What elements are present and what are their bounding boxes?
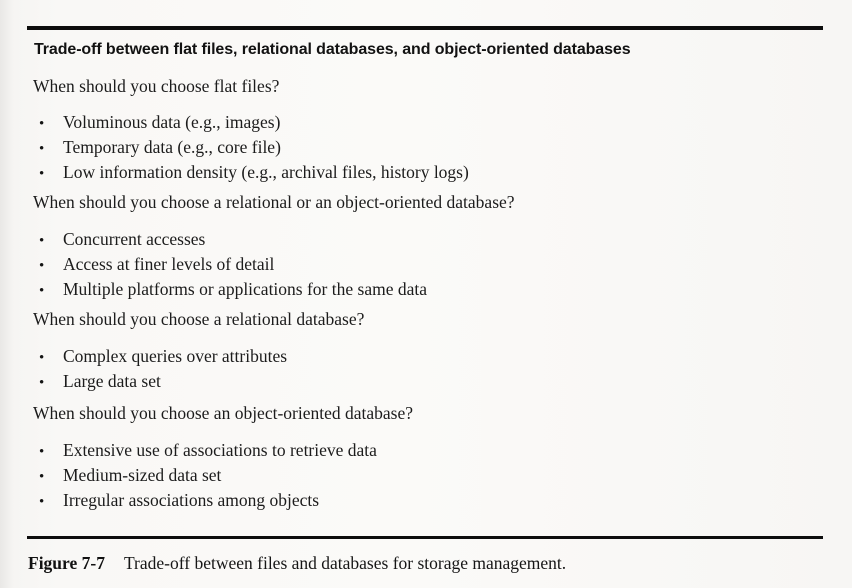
list-item bbox=[39, 439, 377, 464]
list-item bbox=[39, 111, 469, 136]
list-item bbox=[39, 489, 377, 514]
bullet-icon: • bbox=[39, 166, 45, 182]
bullet-icon: • bbox=[39, 283, 45, 299]
bullet-icon: • bbox=[39, 444, 45, 460]
figure-title: Trade-off between flat files, relational databases, and object-oriented databases bbox=[34, 41, 631, 58]
bullet-text: Access at finer levels of detail bbox=[63, 254, 275, 274]
caption-label: Figure 7-7 bbox=[28, 553, 105, 573]
bullet-text: Medium-sized data set bbox=[63, 465, 222, 485]
list-item bbox=[39, 278, 427, 303]
bullet-icon: • bbox=[39, 494, 45, 510]
bullet-text: Complex queries over attributes bbox=[63, 346, 288, 366]
bullet-text: Low information density (e.g., archival files, history logs) bbox=[63, 162, 469, 182]
caption-text: Trade-off between files and databases for storage management. bbox=[123, 553, 567, 573]
bullet-text: Large data set bbox=[63, 371, 161, 391]
question-object-oriented: When should you choose an object-oriented database? bbox=[33, 403, 414, 423]
bullet-icon: • bbox=[39, 141, 45, 157]
bullet-list-relational-or-oo bbox=[39, 228, 427, 303]
bullet-text: Voluminous data (e.g., images) bbox=[63, 112, 281, 132]
bullet-text: Temporary data (e.g., core file) bbox=[63, 137, 281, 157]
bullet-icon: • bbox=[39, 116, 45, 132]
bullet-text: Multiple platforms or applications for the same data bbox=[63, 279, 427, 299]
bullet-list-relational bbox=[39, 345, 287, 395]
bottom-rule-divider bbox=[27, 536, 823, 539]
figure-caption bbox=[28, 553, 566, 574]
list-item bbox=[39, 136, 469, 161]
list-item bbox=[39, 370, 287, 395]
question-flat-files: When should you choose flat files? bbox=[33, 76, 280, 96]
bullet-text: Extensive use of associations to retrieve data bbox=[63, 440, 377, 460]
top-rule-divider bbox=[27, 26, 823, 30]
question-relational: When should you choose a relational database? bbox=[33, 309, 365, 329]
list-item bbox=[39, 345, 287, 370]
bullet-list-object-oriented bbox=[39, 439, 377, 514]
list-item bbox=[39, 161, 469, 186]
list-item bbox=[39, 464, 377, 489]
bullet-icon: • bbox=[39, 258, 45, 274]
bullet-icon: • bbox=[39, 375, 45, 391]
bullet-icon: • bbox=[39, 469, 45, 485]
bullet-text: Concurrent accesses bbox=[63, 229, 206, 249]
list-item bbox=[39, 228, 427, 253]
bullet-text: Irregular associations among objects bbox=[63, 490, 320, 510]
question-relational-or-oo: When should you choose a relational or an object-oriented database? bbox=[33, 192, 515, 212]
bullet-icon: • bbox=[39, 233, 45, 249]
bullet-icon: • bbox=[39, 350, 45, 366]
list-item bbox=[39, 253, 427, 278]
bullet-list-flat-files bbox=[39, 111, 469, 186]
